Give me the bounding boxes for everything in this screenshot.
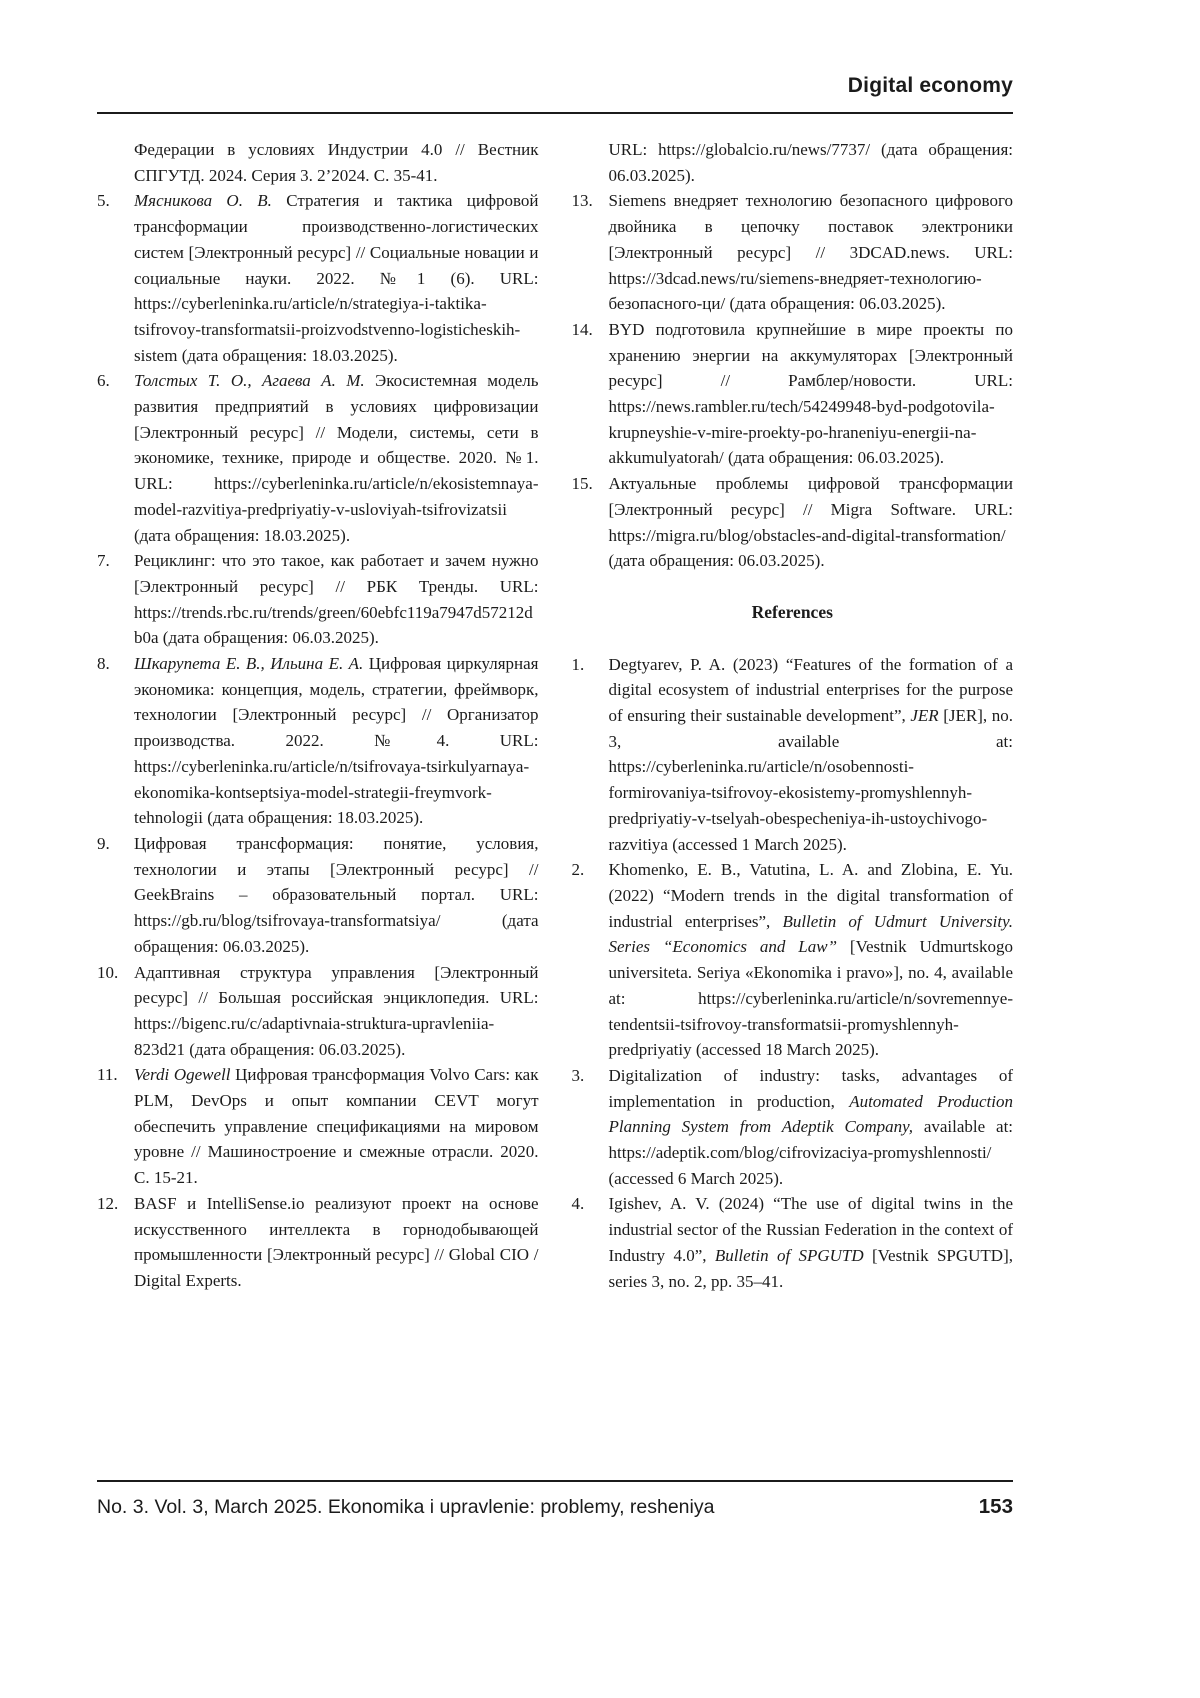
reference-number: 1. (571, 654, 585, 674)
reference-item (572, 188, 1014, 317)
reference-run: Khomenko, E. B., Vatutina, L. A. and Zlobina, E. Yu. (2022) “Modern trends in the digital transformation of industrial enterprises”, (608, 860, 1013, 931)
reference-run: BASF и IntelliSense.io реализуют проект на основе искусственного интеллекта в горнодобывающей промышленности [Электронный ресурс] // Global CIO / Digital Experts. (134, 1193, 539, 1290)
reference-run: URL: https://globalcio.ru/news/7737/ (дата обращения: 06.03.2025). (608, 140, 1013, 185)
reference-item (572, 857, 1014, 1063)
reference-run: Siemens внедряет технологию безопасного цифрового двойника в цепочку поставок электроники [Электронный ресурс] // 3DCAD.news. URL: https://3dcad.news/ru/siemens-внедряет-технологию-безопасного-ци/ (дата обращения: 06.03.2025). (608, 191, 1013, 314)
reference-number: 13. (571, 191, 593, 211)
reference-run: Degtyarev, P. A. (2023) “Features of the formation of a digital ecosystem of industrial enterprises for the purpose of ensuring their sustainable development”, (608, 654, 1013, 726)
page-footer (97, 1480, 1013, 1519)
reference-text (134, 1062, 539, 1191)
reference-text (134, 368, 539, 548)
reference-item (572, 471, 1014, 574)
reference-italic-run: JER (910, 706, 939, 726)
footer-issue-line: No. 3. Vol. 3, March 2025. Ekonomika i upravlenie: problemy, resheniya (97, 1496, 715, 1518)
reference-number: 3. (571, 1065, 585, 1085)
reference-run: Актуальные проблемы цифровой трансформации [Электронный ресурс] // Migra Software. URL: https://migra.ru/blog/obstacles-and-digital-transformation/ (дата обращения: 06.03.2025). (608, 474, 1013, 571)
reference-item (572, 1063, 1014, 1192)
reference-run: Цифровая трансформация: понятие, условия, технологии и этапы [Электронный ресурс] // GeekBrains – образовательный портал. URL: https://gb.ru/blog/tsifrovaya-transformatsiya/ (дата обращения: 06.03.2025). (134, 833, 539, 956)
reference-item (97, 831, 539, 960)
column-left (97, 137, 539, 1294)
reference-text (134, 548, 539, 651)
reference-run: Федерации в условиях Индустрии 4.0 // Вестник СПГУТД. 2024. Серия 3. 2’2024. С. 35-41. (134, 140, 539, 185)
reference-text (609, 1063, 1014, 1192)
reference-text (134, 651, 539, 831)
reference-number: 15. (571, 474, 593, 494)
reference-run: available at: https://adeptik.com/blog/cifrovizaciya-promyshlennosti/ (accessed 6 March 2025). (608, 1117, 1014, 1188)
reference-continuation (572, 137, 1014, 188)
reference-run: Экосистемная модель развития предприятий в условиях цифровизации [Электронный ресурс] // Модели, системы, сети в экономике, технике, природе и обществе. 2020. №1. URL: https://cyberleninka.ru/article/n/ekosistemnaya-model-razvitiya-predpriyatiy-v-usloviyah-tsifrovizatsii (дата обращения: 18.03.2025). (134, 371, 539, 545)
reference-text (609, 188, 1014, 317)
reference-text (609, 137, 1014, 188)
reference-number: 5. (97, 191, 110, 211)
reference-item (97, 548, 539, 651)
reference-run: Стратегия и тактика цифровой трансформации производственно-логистических систем [Электронный ресурс] // Социальные новации и социальные науки. 2022. №1 (6). URL: https://cyberleninka.ru/article/n/strategiya-i-taktika-tsifrovoy-transformatsii-proizvodstvenno-logisticheskih-sistem (дата обращения: 18.03.2025). (134, 191, 539, 365)
reference-number: 7. (97, 551, 110, 571)
reference-run: Цифровая циркулярная экономика: концепция, модель, стратегии, фреймворк, технологии [Электронный ресурс] // Организатор производства. 2022. №4. URL: https://cyberleninka.ru/article/n/tsifrovaya-tsirkulyarnaya-ekonomika-kontseptsiya-model-strategii-freymvork-tehnologii (дата обращения: 18.03.2025). (134, 654, 539, 828)
reference-text (134, 137, 539, 188)
reference-italic-run: Толстых Т. О., Агаева А. М. (134, 371, 365, 391)
reference-item (97, 1191, 539, 1294)
reference-run: BYD подготовила крупнейшие в мире проекты по хранению энергии на аккумуляторах [Электронный ресурс] // Рамблер/новости. URL: https://news.rambler.ru/tech/54249948-byd-podgotovila-krupneyshie-v-mire-proekty-po-hraneniyu-energii-na-akkumulyatorah/ (дата обращения: 06.03.2025). (608, 319, 1013, 468)
reference-text (134, 1191, 539, 1294)
reference-text (134, 960, 539, 1063)
reference-italic-run: Verdi Ogewell (134, 1065, 231, 1085)
reference-item (97, 368, 539, 548)
reference-continuation (97, 137, 539, 188)
reference-italic-run: Мясникова О. В. (134, 191, 272, 211)
reference-text (609, 652, 1014, 858)
reference-run: Цифровая трансформация Volvo Cars: как PLM, DevOps и опыт компании CEVT могут обеспечить управление спецификациями на мировом уровне // Машиностроение и смежные отрасли. 2020. С. 15-21. (134, 1065, 539, 1188)
reference-text (134, 188, 539, 368)
reference-text (134, 831, 539, 960)
reference-number: 10. (97, 962, 119, 982)
reference-number: 9. (97, 833, 110, 853)
running-head (97, 74, 1013, 98)
reference-item (572, 1191, 1014, 1294)
reference-number: 2. (571, 860, 585, 880)
reference-number: 4. (571, 1194, 585, 1214)
reference-italic-run: Bulletin of SPGUTD (714, 1245, 864, 1265)
reference-number: 6. (97, 371, 110, 391)
reference-text (609, 317, 1014, 471)
reference-number: 12. (97, 1193, 119, 1213)
reference-number: 8. (97, 654, 110, 674)
reference-item (572, 652, 1014, 858)
reference-italic-run: Шкарупета Е. В., Ильина Е. А. (134, 654, 364, 674)
reference-run: [Vestnik Udmurtskogo universiteta. Seriya «Ekonomika i pravo»], no. 4, available at: https://cyberleninka.ru/article/n/sovremennye-tendentsii-tsifrovoy-transformatsii-promyshlennyh-predpriyatiy (accessed 18 March 2025). (608, 937, 1013, 1060)
reference-run: Адаптивная структура управления [Электронный ресурс] // Большая российская энциклопедия. URL: https://bigenc.ru/c/adaptivnaia-struktura-upravleniia-823d21 (дата обращения: 06.03.2025). (134, 962, 539, 1059)
footer-rule (97, 1480, 1013, 1482)
reference-run: Igishev, A. V. (2024) “The use of digital twins in the industrial sector of the Russian Federation in the context of Industry 4.0”, (608, 1194, 1013, 1265)
reference-run: [JER], no. 3, available at: https://cyberleninka.ru/article/n/osobennosti-formirovaniya-tsifrovoy-ekosistemy-promyshlennyh-predpriyatiy-v-tselyah-obespecheniya-ih-ustoychivogo-razvitiya (accessed 1 March 2025). (608, 706, 1013, 854)
section-title: Digital economy (847, 74, 1013, 97)
reference-item (97, 1062, 539, 1191)
reference-number: 14. (571, 319, 593, 339)
reference-item (97, 960, 539, 1063)
reference-item (572, 317, 1014, 471)
reference-text (609, 857, 1014, 1063)
reference-text (609, 1191, 1014, 1294)
reference-italic-run: Bulletin of Udmurt University. Series “Economics and Law” (608, 911, 1013, 957)
reference-number: 11. (97, 1065, 118, 1085)
footer-row (97, 1495, 1013, 1519)
reference-item (97, 188, 539, 368)
reference-italic-run: Automated Production Planning System from Adeptik Company, (608, 1091, 1014, 1137)
header-rule (97, 112, 1013, 114)
page-number: 153 (978, 1495, 1013, 1518)
reference-run: Digitalization of industry: tasks, advantages of implementation in production, (608, 1065, 1013, 1111)
column-right (572, 137, 1014, 1294)
reference-item (97, 651, 539, 831)
reference-run: [Vestnik SPGUTD], series 3, no. 2, pp. 35–41. (608, 1245, 1013, 1291)
reference-columns (97, 137, 1013, 1294)
reference-run: Рециклинг: что это такое, как работает и зачем нужно [Электронный ресурс] // РБК Тренды. URL: https://trends.rbc.ru/trends/green/60ebfc119a7947d57212db0a (дата обращения: 06.03.2025). (134, 551, 539, 648)
references-heading: References (751, 601, 833, 622)
reference-text (609, 471, 1014, 574)
